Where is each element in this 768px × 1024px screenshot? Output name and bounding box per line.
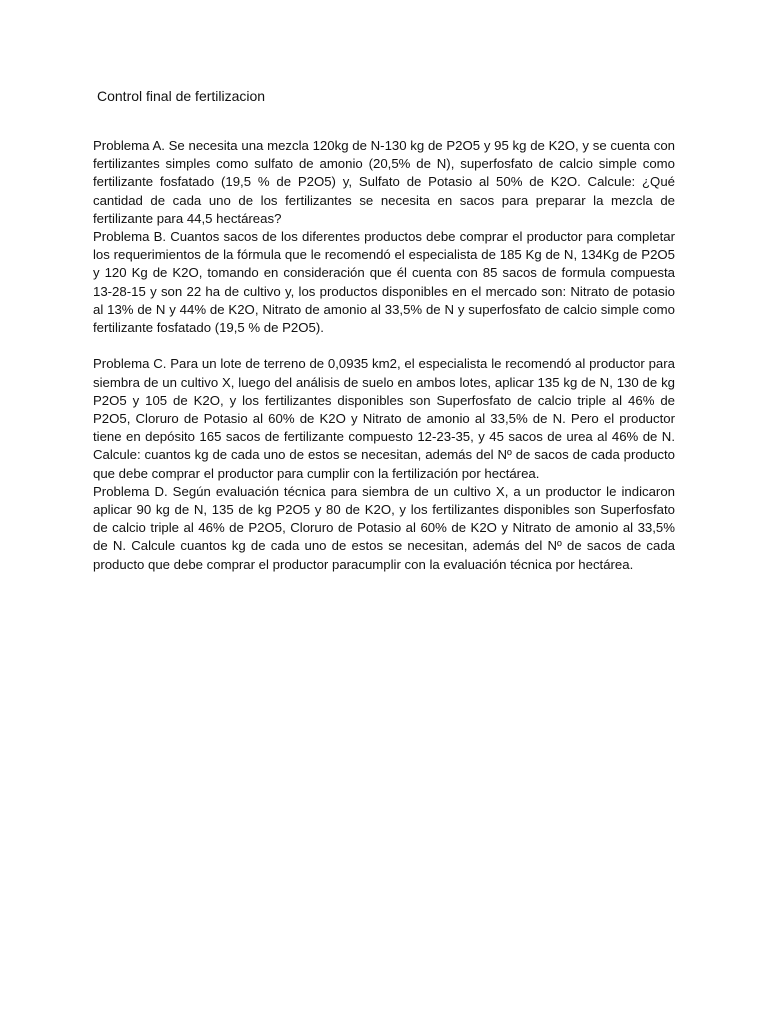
paragraph-problema-d: Problema D. Según evaluación técnica para siembra de un cultivo X, a un productor le indicaron aplicar 90 kg de N, 135 de kg P2O5 y 80 de K2O, y los fertilizantes disponibles son Superfosfato de calcio triple al 46% de P2O5, Cloruro de Potasio al 60% de K2O y Nitrato de amonio al 33,5% de N. Calcule cuantos kg de cada uno de estos se necesitan, además del Nº de sacos de cada producto que debe comprar el productor paracumplir con la evaluación técnica por hectárea. bbox=[93, 483, 675, 572]
paragraph-problema-b: Problema B. Cuantos sacos de los diferentes productos debe comprar el productor para completar los requerimientos de la fórmula que le recomendó el especialista de 185 Kg de N, 134Kg de P2O5 y 120 Kg de K2O, tomando en consideración que él cuenta con 85 sacos de formula compuesta 13-28-15 y son 22 ha de cultivo y, los productos disponibles en el mercado son: Nitrato de potasio al 13% de N y 44% de K2O, Nitrato de amonio al 33,5% de N y superfosfato de calcio simple como fertilizante fosfatado (19,5 % de P2O5). bbox=[93, 229, 675, 336]
paragraph-problema-c: Problema C. Para un lote de terreno de 0,0935 km2, el especialista le recomendó al productor para siembra de un cultivo X, luego del análisis de suelo en ambos lotes, aplicar 135 kg de N, 130 de kg P2O5 y 105 de K2O, y los fertilizantes disponibles son Superfosfato de calcio triple al 46% de P2O5, Cloruro de Potasio al 60% de K2O y Nitrato de amonio al 33,5% de N. Pero el productor tiene en depósito 165 sacos de fertilizante compuesto 12-23-35, y 45 sacos de urea al 46% de N. Calcule: cuantos kg de cada uno de estos se necesitan, además del Nº de sacos de cada producto que debe comprar el productor para cumplir con la fertilización por hectárea. bbox=[93, 356, 675, 481]
document-body bbox=[93, 137, 675, 574]
paragraph-problema-a: Problema A. Se necesita una mezcla 120kg de N-130 kg de P2O5 y 95 kg de K2O, y se cuenta con fertilizantes simples como sulfato de amonio (20,5% de N), superfosfato de calcio simple como fertilizante fosfatado (19,5 % de P2O5) y, Sulfato de Potasio al 50% de K2O. Calcule: ¿Qué cantidad de cada uno de los fertilizantes se necesita en sacos para preparar la mezcla de fertilizante para 44,5 hectáreas? bbox=[93, 138, 675, 226]
document-title: Control final de fertilizacion bbox=[97, 88, 266, 104]
